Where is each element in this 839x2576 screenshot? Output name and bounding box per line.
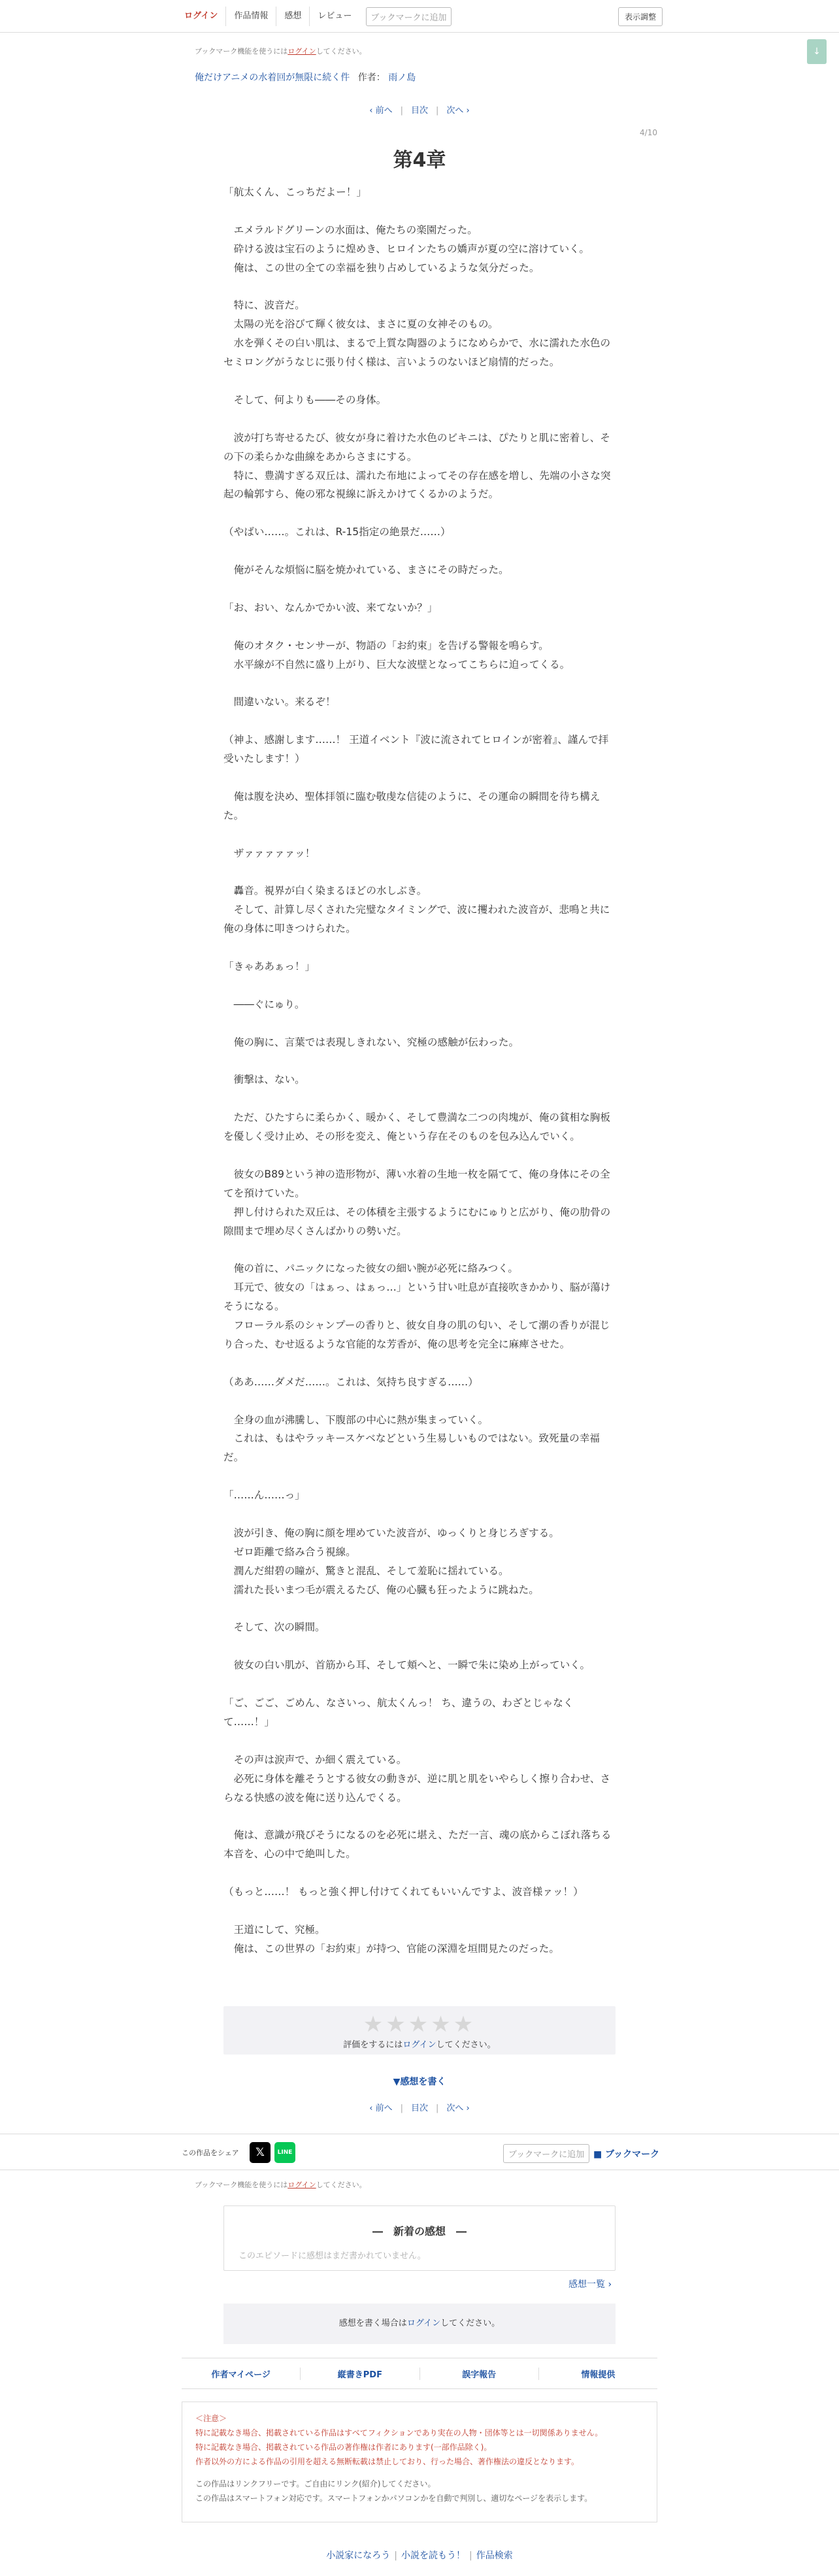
next-link[interactable]: 次へ › [446, 106, 470, 116]
paragraph-gap [223, 712, 616, 731]
write-review-link[interactable]: ▼感想を書く [393, 2077, 446, 2087]
nav-login[interactable]: ログイン [184, 11, 218, 21]
paragraph-gap [223, 1240, 616, 1259]
author-mypage-link[interactable]: 作者マイページ [211, 2370, 271, 2380]
paragraph-gap [223, 825, 616, 844]
info-line: この作品はスマートフォン対応です。スマートフォンかパソコンかを自動で判別し、適切なページを表示します。 [195, 2494, 593, 2503]
paragraph-gap [223, 1089, 616, 1108]
paragraph-gap [223, 1354, 616, 1373]
paragraph-gap [223, 1467, 616, 1486]
rating-login-link[interactable]: ログイン [403, 2040, 436, 2050]
paragraph: 耳元で、彼女の「はぁっ、はぁっ…」という甘い吐息が直接吹きかかり、脳が蕩けそうになる。 [223, 1281, 611, 1313]
chapter-title: 第4章 [393, 149, 446, 172]
typo-report-link[interactable]: 誤字報告 [420, 2368, 538, 2380]
pager-bottom: ‹ 前へ | 目次 | 次へ › [369, 2104, 470, 2113]
prev-link[interactable]: ‹ 前へ [369, 106, 393, 116]
paragraph: 俺は、この世の全ての幸福を独り占めしているような気分だった。 [223, 261, 540, 274]
paragraph-gap [223, 863, 616, 882]
notice2-suffix: してください。 [316, 2181, 367, 2189]
paragraph: 王道にして、究極。 [223, 1923, 325, 1936]
paragraph: 波が引き、俺の胸に顔を埋めていた波音が、ゆっくりと身じろぎする。 [223, 1527, 559, 1539]
paragraph: 俺は、この世界の「お約束」が持つ、官能の深淵を垣間見たのだった。 [223, 1942, 559, 1955]
paragraph-gap [223, 1902, 616, 1921]
paragraph: 俺のオタク・センサーが、物語の「お約束」を告げる警報を鳴らす。 [223, 639, 549, 652]
review-login-box [223, 2304, 616, 2344]
nav-reviews[interactable]: レビュー [309, 7, 359, 26]
paragraph-gap [223, 278, 616, 297]
paragraph: 間違いない。来るぞ！ [223, 696, 336, 708]
work-title-link[interactable]: 俺だけアニメの水着回が無限に続く件 [195, 73, 350, 83]
prev-link-bottom[interactable]: ‹ 前へ [369, 2104, 393, 2113]
paragraph-gap [223, 768, 616, 787]
episode-count: 4/10 [640, 128, 657, 137]
paragraph: 「ご、ごご、ごめん、なさいっ、航太くんっ！ ち、違うの、わざとじゃなくて……！」 [223, 1697, 574, 1728]
paragraph-gap [223, 1051, 616, 1070]
author-label: 作者： [357, 73, 386, 83]
review-login-suffix: してください。 [440, 2319, 501, 2328]
paragraph: （神よ、感謝します……！ 王道イベント『波に流されてヒロインが密着』、謹んで拝受いたします！） [223, 734, 609, 765]
paragraph: 衝撃は、ない。 [223, 1074, 305, 1086]
paragraph: 潤んだ紺碧の瞳が、驚きと混乱、そして羞恥に揺れている。 [223, 1564, 509, 1577]
paragraph: 太陽の光を浴びて輝く彼女は、まさに夏の女神そのもの。 [223, 318, 499, 331]
paragraph: 濡れた長いまつ毛が震えるたび、俺の心臓も狂ったように跳ねた。 [223, 1583, 539, 1596]
scroll-down-button[interactable]: ↓ [807, 39, 827, 64]
paragraph: エメラルドグリーンの水面は、俺たちの楽園だった。 [223, 223, 478, 236]
star-icon[interactable]: ★ [363, 2011, 386, 2038]
bookmark-add-button[interactable]: ブックマークに追加 [366, 7, 451, 26]
paragraph-gap [223, 938, 616, 957]
paragraph: そして、計算し尽くされた完璧なタイミングで、波に攫われた波音が、悲鳴と共に俺の身体に叩きつけられた。 [223, 904, 610, 935]
paragraph: 「航太くん、こっちだよー！」 [223, 186, 367, 198]
paragraph-gap [223, 1808, 616, 1826]
rating-suffix: してください。 [436, 2040, 496, 2050]
paragraph: ゼロ距離で絡み合う視線。 [223, 1545, 356, 1558]
notice-login-link[interactable]: ログイン [288, 47, 316, 56]
narou-link[interactable]: 小説家になろう [326, 2551, 391, 2561]
paragraph: ただ、ひたすらに柔らかく、暖かく、そして豊満な二つの肉塊が、俺の貧相な胸板を優しく受け止め、その形を変え、俺という存在そのものを包み込んでいく。 [223, 1112, 610, 1143]
paragraph: 押し付けられた双丘は、その体積を主張するようにむにゅりと広がり、俺の肋骨の隙間まで埋め尽くさんばかりの勢いだ。 [223, 1206, 611, 1237]
no-reviews-message: このエピソードに感想はまだ書かれていません。 [239, 2251, 426, 2261]
share-bar [0, 2134, 839, 2170]
bookmark-notice [195, 46, 367, 56]
paragraph-gap [223, 618, 616, 636]
paragraph-gap [223, 202, 616, 221]
paragraph: ――ぐにゅり。 [223, 998, 305, 1010]
paragraph: 彼女のB89という神の造形物が、薄い水着の生地一枚を隔てて、俺の身体にその全てを預けていた。 [223, 1168, 610, 1199]
paragraph-gap [223, 1864, 616, 1883]
paragraph: ザァァァァァッ！ [223, 847, 316, 859]
paragraph: 「お、おい、なんかでかい波、来てないか？」 [223, 601, 438, 614]
bookmark-notice-bottom [195, 2179, 367, 2190]
paragraph-gap [223, 1146, 616, 1165]
notice2-login-link[interactable]: ログイン [288, 2181, 316, 2189]
star-icon[interactable]: ★ [431, 2011, 453, 2038]
paragraph-gap [223, 1014, 616, 1033]
toc-link-bottom[interactable]: 目次 [410, 2104, 428, 2113]
author-link[interactable]: 雨ノ島 [388, 73, 416, 83]
reviews-list-link[interactable]: 感想一覧 › [568, 2279, 612, 2290]
paragraph: 水を弾くその白い肌は、まるで上質な陶器のようになめらかで、水に濡れた水色のセミロングがうなじに張り付く様は、言いようのないほど扇情的だった。 [223, 337, 611, 369]
rating-message [223, 2038, 616, 2050]
paragraph-gap [223, 1600, 616, 1619]
footer-links [182, 2358, 657, 2389]
paragraph: （やばい……。これは、R-15指定の絶景だ……） [223, 526, 451, 538]
pager-top: ‹ 前へ | 目次 | 次へ › [369, 106, 470, 116]
paragraph: そして、何よりも――その身体。 [223, 393, 387, 406]
paragraph: これは、もはやラッキースケベなどという生易しいものではない。致死量の幸福だ。 [223, 1432, 600, 1464]
paragraph-gap [223, 1392, 616, 1411]
paragraph: （ああ……ダメだ……。これは、気持ち良すぎる……） [223, 1376, 478, 1388]
paragraph-gap [223, 1505, 616, 1524]
paragraph-gap [223, 1637, 616, 1656]
paragraph: 水平線が不自然に盛り上がり、巨大な波壁となってこちらに迫ってくる。 [223, 658, 570, 670]
paragraph-gap [223, 580, 616, 599]
paragraph-gap [223, 410, 616, 429]
paragraph-gap [223, 372, 616, 391]
caution-line: 作者以外の方による作品の引用を超える無断転載は禁止しており、行った場合、著作権法の違反となります。 [195, 2457, 580, 2466]
paragraph-gap [223, 1732, 616, 1751]
top-nav [0, 0, 839, 33]
info-line: この作品はリンクフリーです。ご自由にリンク(紹介)してください。 [195, 2479, 436, 2488]
paragraph: そして、次の瞬間。 [223, 1621, 325, 1634]
star-icon[interactable]: ★ [408, 2011, 431, 2038]
star-icon[interactable]: ★ [386, 2011, 408, 2038]
work-info-line [195, 71, 416, 84]
paragraph-gap [223, 1675, 616, 1694]
paragraph-gap [223, 504, 616, 523]
review-login-prefix: 感想を書く場合は [338, 2319, 407, 2328]
star-icon[interactable]: ★ [453, 2011, 476, 2038]
nav-work-info[interactable]: 作品情報 [225, 7, 276, 26]
top-nav-links [182, 0, 452, 33]
bookmark-link[interactable]: ■ ブックマーク [593, 2149, 660, 2160]
search-link[interactable]: 作品検索 [476, 2551, 513, 2561]
paragraph: 彼女の白い肌が、首筋から耳、そして頬へと、一瞬で朱に染め上がっていく。 [223, 1659, 591, 1672]
paragraph: フローラル系のシャンプーの香りと、彼女自身の肌の匂い、そして潮の香りが混じり合った、むせ返るような官能的な芳香が、俺の思考を完全に麻痺させた。 [223, 1319, 610, 1350]
paragraph: 特に、豊満すぎる双丘は、濡れた布地によってその存在感を増し、先端の小さな突起の輪郭すら、俺の邪な視線に訴えかけてくるかのようだ。 [223, 469, 611, 501]
caution-line: 特に記載なき場合、掲載されている作品の著作権は作者にあります(一部作品除く)。 [195, 2443, 492, 2452]
nav-impressions[interactable]: 感想 [276, 7, 309, 26]
rating-box [223, 2006, 616, 2055]
toc-link[interactable]: 目次 [410, 106, 428, 116]
paragraph-gap [223, 674, 616, 693]
paragraph-gap [223, 976, 616, 995]
info-report-link[interactable]: 情報提供 [538, 2368, 657, 2380]
yomou-link[interactable]: 小説を読もう！ [401, 2551, 465, 2561]
paragraph: 俺の胸に、言葉では表現しきれない、究極の感触が伝わった。 [223, 1036, 519, 1048]
review-login-link[interactable]: ログイン [406, 2319, 441, 2328]
line-share-icon[interactable]: LINE [274, 2142, 295, 2163]
paragraph: 「……ん……っ」 [223, 1489, 305, 1502]
paragraph: 特に、波音だ。 [223, 299, 305, 312]
paragraph: 轟音。視界が白く染まるほどの水しぶき。 [223, 885, 427, 897]
display-settings-button[interactable]: 表示調整 [618, 7, 663, 26]
vertical-pdf-link[interactable]: 縦書きPDF [300, 2368, 419, 2380]
paragraph: 俺は、意識が飛びそうになるのを必死に堪え、ただ一言、魂の底からこぼれ落ちる本音を、心の中で絶叫した。 [223, 1829, 612, 1860]
paragraph: 「きゃああぁっ！」 [223, 960, 316, 972]
bottom-links: 小説家になろう | 小説を読もう！ | 作品検索 [326, 2551, 513, 2561]
new-reviews-title: ― 新着の感想 ― [372, 2225, 467, 2237]
caution-box [182, 2402, 657, 2522]
paragraph: 俺は腹を決め、聖体拝領に臨む敬虔な信徒のように、その運命の瞬間を待ち構えた。 [223, 790, 600, 821]
next-link-bottom[interactable]: 次へ › [446, 2104, 470, 2113]
paragraph: 全身の血が沸騰し、下腹部の中心に熱が集まっていく。 [223, 1413, 489, 1426]
new-reviews-box [223, 2205, 616, 2271]
caution-heading: ＜注意＞ [195, 2414, 227, 2423]
share-label: この作品をシェア [182, 2149, 239, 2157]
rating-stars[interactable] [223, 2006, 616, 2036]
novel-body [223, 183, 616, 1958]
caution-line: 特に記載なき場合、掲載されている作品はすべてフィクションであり実在の人物・団体等とは一切関係ありません。 [195, 2428, 603, 2437]
paragraph: 砕ける波は宝石のように煌めき、ヒロインたちの嬌声が夏の空に溶けていく。 [223, 242, 589, 255]
paragraph: 俺がそんな煩悩に脳を焼かれている、まさにその時だった。 [223, 564, 509, 576]
notice-suffix: してください。 [316, 47, 367, 56]
bookmark-add-button-bottom[interactable]: ブックマークに追加 [503, 2144, 589, 2163]
paragraph: 俺の首に、パニックになった彼女の細い腕が必死に絡みつく。 [223, 1263, 518, 1275]
x-share-icon[interactable]: 𝕏 [250, 2142, 271, 2163]
notice-prefix: ブックマーク機能を使うには [195, 47, 288, 56]
paragraph: その声は涙声で、か細く震えている。 [223, 1753, 407, 1766]
paragraph: （もっと……！ もっと強く押し付けてくれてもいいんですよ、波音様ァッ！） [223, 1886, 584, 1898]
paragraph: 必死に身体を離そうとする彼女の動きが、逆に肌と肌をいやらしく擦り合わせ、さらなる快感の波を俺に送り込んでくる。 [223, 1772, 611, 1804]
notice2-prefix: ブックマーク機能を使うには [195, 2181, 288, 2189]
paragraph: 波が打ち寄せるたび、彼女が身に着けた水色のビキニは、ぴたりと肌に密着し、その下の柔らかな曲線をあからさまにする。 [223, 431, 610, 463]
rating-prefix: 評価をするには [343, 2040, 403, 2050]
paragraph-gap [223, 542, 616, 561]
